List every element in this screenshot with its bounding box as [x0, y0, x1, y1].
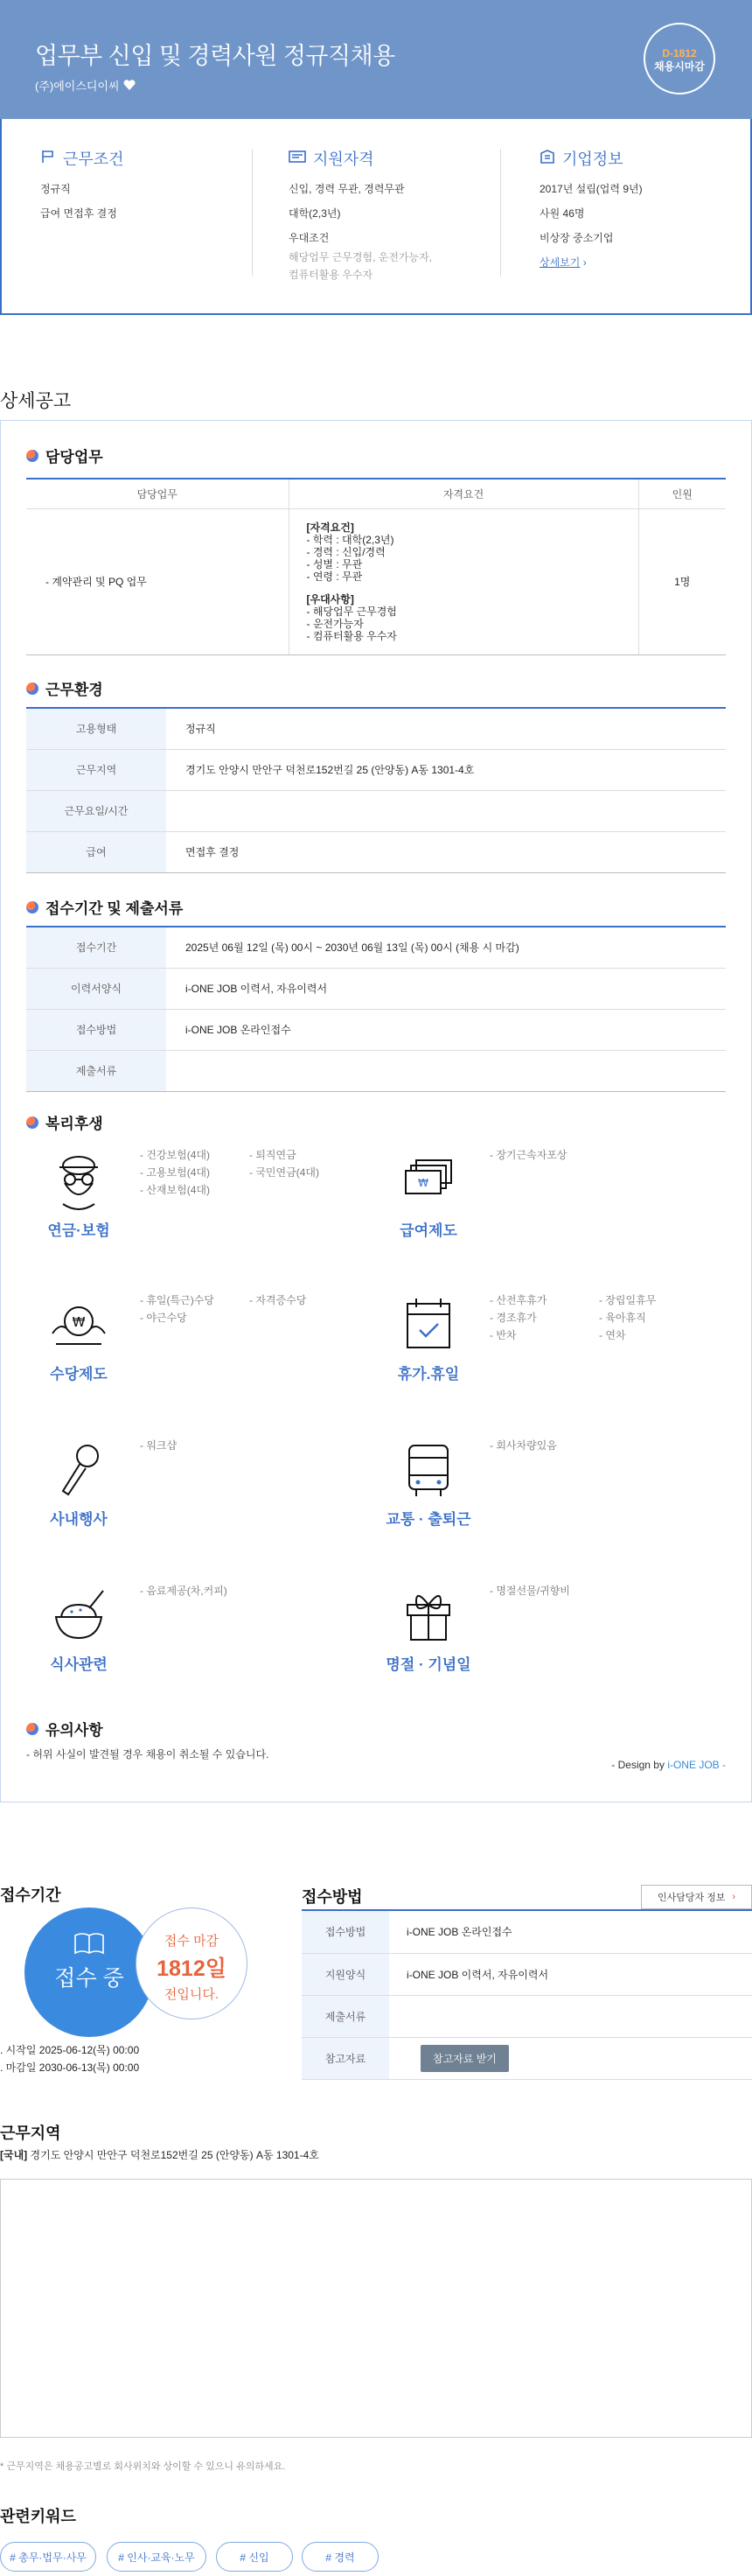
divider	[252, 149, 253, 276]
duty-qualifications	[289, 508, 638, 654]
keyword-chip[interactable]: # 경력	[302, 2542, 379, 2572]
end-date-row: . 마감일 2030-06-13(목) 00:00	[0, 2062, 140, 2074]
table-row	[26, 927, 726, 968]
list-item	[249, 1309, 359, 1326]
hr-contact-button[interactable]	[641, 1885, 752, 1909]
list-item: - 장립일휴무	[599, 1294, 657, 1306]
list-item: - 명절선물/귀향비	[490, 1585, 570, 1597]
table-row	[302, 1911, 752, 1953]
reference-download-button[interactable]: 참고자료 받기	[421, 2045, 509, 2072]
bullet-icon	[26, 901, 38, 914]
column-header: 담당업무	[26, 479, 289, 508]
list-item: - 음료제공(차,커피)	[140, 1585, 227, 1597]
design-credit	[533, 1759, 726, 1771]
list-item: - 경조휴가	[490, 1312, 537, 1324]
gift-icon	[380, 1587, 477, 1648]
welfare-group-title: 식사관련	[50, 1656, 108, 1673]
company-line-1: 2017년 설립(업력 9년)	[540, 183, 643, 195]
work-conditions-title: 근무조건	[63, 150, 124, 168]
chevron-right-icon[interactable]: ›	[732, 1892, 736, 1902]
row-value: i-ONE JOB 온라인접수	[166, 1009, 726, 1050]
row-key: 제출서류	[26, 1050, 166, 1091]
welfare-list	[140, 1146, 359, 1199]
list-item	[599, 1582, 708, 1600]
welfare-list	[140, 1437, 359, 1454]
keywords-title: 관련키워드	[0, 2508, 76, 2525]
notice-title: 유의사항	[45, 1722, 103, 1739]
welfare-list	[140, 1582, 359, 1600]
bullet-icon	[26, 450, 38, 462]
list-item: - 장기근속자포상	[490, 1149, 567, 1161]
table-header-row	[26, 479, 726, 508]
env-title: 근무환경	[45, 682, 103, 698]
qualifications	[289, 147, 516, 284]
bills-icon	[380, 1153, 477, 1208]
row-key: 참고자료	[302, 2037, 389, 2079]
keyword-chip[interactable]: # 인사·교육·노무	[107, 2542, 206, 2572]
list-item: - 야근수당	[140, 1312, 187, 1324]
notice-text: - 허위 사실이 발견될 경우 채용이 취소될 수 있습니다.	[26, 1748, 269, 1760]
table-row	[26, 708, 726, 749]
apply-heading	[26, 896, 183, 918]
company-more-link[interactable]	[540, 256, 752, 270]
row-key: 접수기간	[26, 927, 166, 968]
duty-count: 1명	[638, 508, 726, 654]
row-value	[166, 790, 726, 831]
welfare-list	[490, 1437, 708, 1454]
row-key: 이력서양식	[26, 968, 166, 1009]
table-row	[26, 831, 726, 872]
row-value	[389, 1995, 752, 2037]
welfare-list	[490, 1582, 708, 1600]
pension-icon	[31, 1153, 127, 1215]
flag-icon	[40, 149, 56, 169]
table-row	[26, 749, 726, 790]
list-item: - 자격증수당	[249, 1294, 307, 1306]
company-line-3: 비상장 중소기업	[540, 232, 614, 244]
location-address: 경기도 안양시 만안구 덕천로152번길 25 (안양동) A동 1301-4호	[30, 2149, 319, 2161]
table-row	[26, 1009, 726, 1050]
column-header: 인원	[638, 479, 726, 508]
table-row	[26, 968, 726, 1009]
list-item: - 고용보험(4대)	[140, 1166, 210, 1179]
start-date-row: . 시작일 2025-06-12(목) 00:00	[0, 2044, 140, 2056]
company-info	[540, 147, 752, 280]
notice-heading	[26, 1718, 103, 1740]
end-date: 마감일 2030-06-13(목) 00:00	[5, 2062, 140, 2074]
status-circle	[24, 1908, 154, 2037]
row-key: 근무요일/시간	[26, 790, 166, 831]
welfare-title: 복리후생	[45, 1116, 103, 1132]
list-item: - 건강보험(4대)	[140, 1149, 210, 1161]
welfare-heading	[26, 1111, 103, 1133]
dday-count: D-1812	[662, 47, 697, 60]
microphone-icon	[31, 1442, 127, 1502]
duty-task: - 계약관리 및 PQ 업무	[26, 508, 289, 654]
apply-table	[26, 926, 726, 1092]
keyword-chip[interactable]: # 신입	[216, 2542, 293, 2572]
list-item: - 연차	[599, 1329, 626, 1341]
list-item: - 워크샵	[140, 1439, 178, 1452]
list-item	[599, 1146, 708, 1164]
row-key: 지원양식	[302, 1953, 389, 1995]
list-item: - 산전후휴가	[490, 1294, 547, 1306]
job-title: 업무부 신입 및 경력사원 정규직채용	[35, 43, 395, 69]
welfare-group-title: 휴가.휴일	[397, 1366, 460, 1382]
dday-label: 채용시마감	[654, 60, 705, 73]
deadline-days: 1812일	[157, 1956, 226, 1981]
start-date: 시작일 2025-06-12(목) 00:00	[5, 2044, 140, 2056]
pref-list: - 해당업무 근무경험 - 운전가능자 - 컴퓨터활용 우수자	[306, 605, 397, 642]
design-brand: i-ONE JOB	[667, 1759, 720, 1771]
pref-title: [우대사항]	[306, 592, 354, 606]
company-more-label[interactable]: 상세보기	[540, 256, 581, 269]
divider	[500, 149, 501, 276]
table-row	[26, 1050, 726, 1091]
location-tag: [국내]	[0, 2149, 28, 2161]
list-item	[249, 1582, 359, 1600]
qual-line-1: 신입, 경력 무관, 경력무관	[289, 183, 405, 195]
rice-bowl-icon	[31, 1587, 127, 1648]
map-view[interactable]	[0, 2179, 752, 2438]
preferred-text-1: 해당업무 근무경험, 운전가능자,	[289, 251, 433, 263]
welfare-list	[490, 1292, 708, 1344]
method-title: 접수방법	[302, 1888, 363, 1906]
row-key: 고용형태	[26, 708, 166, 749]
list-item	[249, 1437, 359, 1454]
company-line-2: 사원 46명	[540, 207, 585, 220]
period-title: 접수기간	[0, 1886, 61, 1904]
row-value: i-ONE JOB 이력서, 자유이력서	[389, 1953, 752, 1995]
table-row	[302, 2037, 752, 2079]
design-prefix: - Design by	[611, 1759, 668, 1771]
table-row	[302, 1995, 752, 2037]
work-conditions	[40, 147, 268, 231]
svg-text:₩: ₩	[72, 1314, 86, 1330]
env-heading	[26, 677, 103, 699]
row-value	[389, 2037, 752, 2079]
row-key: 접수방법	[26, 1009, 166, 1050]
hr-contact-label[interactable]: 인사담당자 정보	[657, 1893, 726, 1903]
list-item: - 산재보험(4대)	[140, 1184, 210, 1196]
table-row	[302, 1953, 752, 1995]
row-key: 접수방법	[302, 1911, 389, 1953]
welfare-group-title: 급여제도	[400, 1222, 457, 1239]
row-key: 급여	[26, 831, 166, 872]
row-key: 제출서류	[302, 1995, 389, 2037]
row-key: 근무지역	[26, 749, 166, 790]
work-line-2: 급여 면접후 결정	[40, 207, 117, 220]
welfare-list	[140, 1292, 359, 1326]
bus-icon	[380, 1442, 477, 1502]
dday-badge	[644, 23, 715, 94]
duty-title: 담당업무	[45, 449, 103, 466]
duty-heading	[26, 444, 103, 466]
quals-list: - 학력 : 대학(2,3년) - 경력 : 신입/경력 - 성별 : 무관 - 연령 : 무관	[306, 533, 394, 583]
list-item: - 육아휴직	[599, 1312, 646, 1324]
heart-icon[interactable]	[123, 80, 136, 93]
list-item	[249, 1181, 359, 1199]
location-note: * 근무지역은 채용공고별로 회사위치와 상이할 수 있으니 유의하세요.	[0, 2461, 286, 2472]
deadline-label: 접수 마감	[164, 1934, 219, 1949]
bullet-icon	[26, 682, 38, 695]
list-item	[599, 1437, 708, 1454]
column-header: 자격요건	[289, 479, 638, 508]
table-row	[26, 790, 726, 831]
env-table	[26, 707, 726, 873]
welfare-group-title: 연금·보험	[47, 1222, 110, 1239]
bullet-icon	[26, 1116, 38, 1129]
preferred-text-2: 컴퓨터활용 우수자	[289, 269, 373, 281]
row-value: 2025년 06월 12일 (목) 00시 ~ 2030년 06월 13일 (목) 00시 (채용 시 마감)	[166, 927, 726, 968]
id-card-icon	[289, 150, 306, 168]
list-item: - 퇴직연금	[249, 1149, 296, 1161]
duty-table	[26, 478, 726, 655]
apply-title: 접수기간 및 제출서류	[45, 900, 184, 917]
detail-title: 상세공고	[0, 391, 72, 411]
deadline-suffix: 전입니다.	[164, 1987, 219, 2002]
row-value: 정규직	[166, 708, 726, 749]
list-item: - 회사차량있음	[490, 1439, 557, 1452]
list-item: - 국민연금(4대)	[249, 1166, 319, 1179]
row-value: 경기도 안양시 만안구 덕천로152번길 25 (안양동) A동 1301-4호	[166, 749, 726, 790]
calendar-check-icon	[380, 1297, 477, 1354]
row-value: i-ONE JOB 온라인접수	[389, 1911, 752, 1953]
building-icon	[540, 149, 555, 169]
table-row	[26, 508, 726, 654]
welfare-list	[490, 1146, 708, 1164]
list-item: - 반차	[490, 1329, 517, 1341]
status-text: 접수 중	[54, 1966, 124, 1991]
welfare-group-title: 교통 · 출퇴근	[386, 1511, 471, 1528]
preferred-label: 우대조건	[289, 232, 330, 244]
chevron-right-icon[interactable]: ›	[582, 256, 587, 269]
design-suffix: -	[719, 1759, 726, 1771]
qualifications-title: 지원자격	[313, 150, 374, 168]
location-address-row	[0, 2147, 319, 2162]
company-info-title: 기업정보	[562, 150, 623, 168]
list-item: - 휴일(특근)수당	[140, 1294, 214, 1306]
quals-title: [자격요건]	[306, 521, 354, 534]
row-value: i-ONE JOB 이력서, 자유이력서	[166, 968, 726, 1009]
keyword-chip[interactable]: # 총무·법무·사무	[0, 2542, 96, 2572]
row-value	[166, 1050, 726, 1091]
welfare-group-title: 수당제도	[50, 1366, 108, 1382]
coin-hand-icon	[31, 1298, 127, 1354]
welfare-group-title: 사내행사	[50, 1511, 108, 1528]
deadline-circle	[136, 1908, 247, 2020]
method-table	[302, 1909, 752, 2080]
company-name[interactable]: (주)에이스디이씨	[35, 80, 120, 93]
book-icon	[24, 1932, 154, 1957]
work-line-1: 정규직	[40, 183, 71, 195]
svg-text:₩: ₩	[418, 1177, 428, 1189]
company-name-row[interactable]	[35, 77, 136, 94]
row-value: 면접후 결정	[166, 831, 726, 872]
location-title: 근무지역	[0, 2124, 61, 2142]
welfare-group-title: 명절 · 기념일	[386, 1656, 471, 1673]
bullet-icon	[26, 1723, 38, 1735]
qual-line-2: 대학(2,3년)	[289, 207, 341, 220]
